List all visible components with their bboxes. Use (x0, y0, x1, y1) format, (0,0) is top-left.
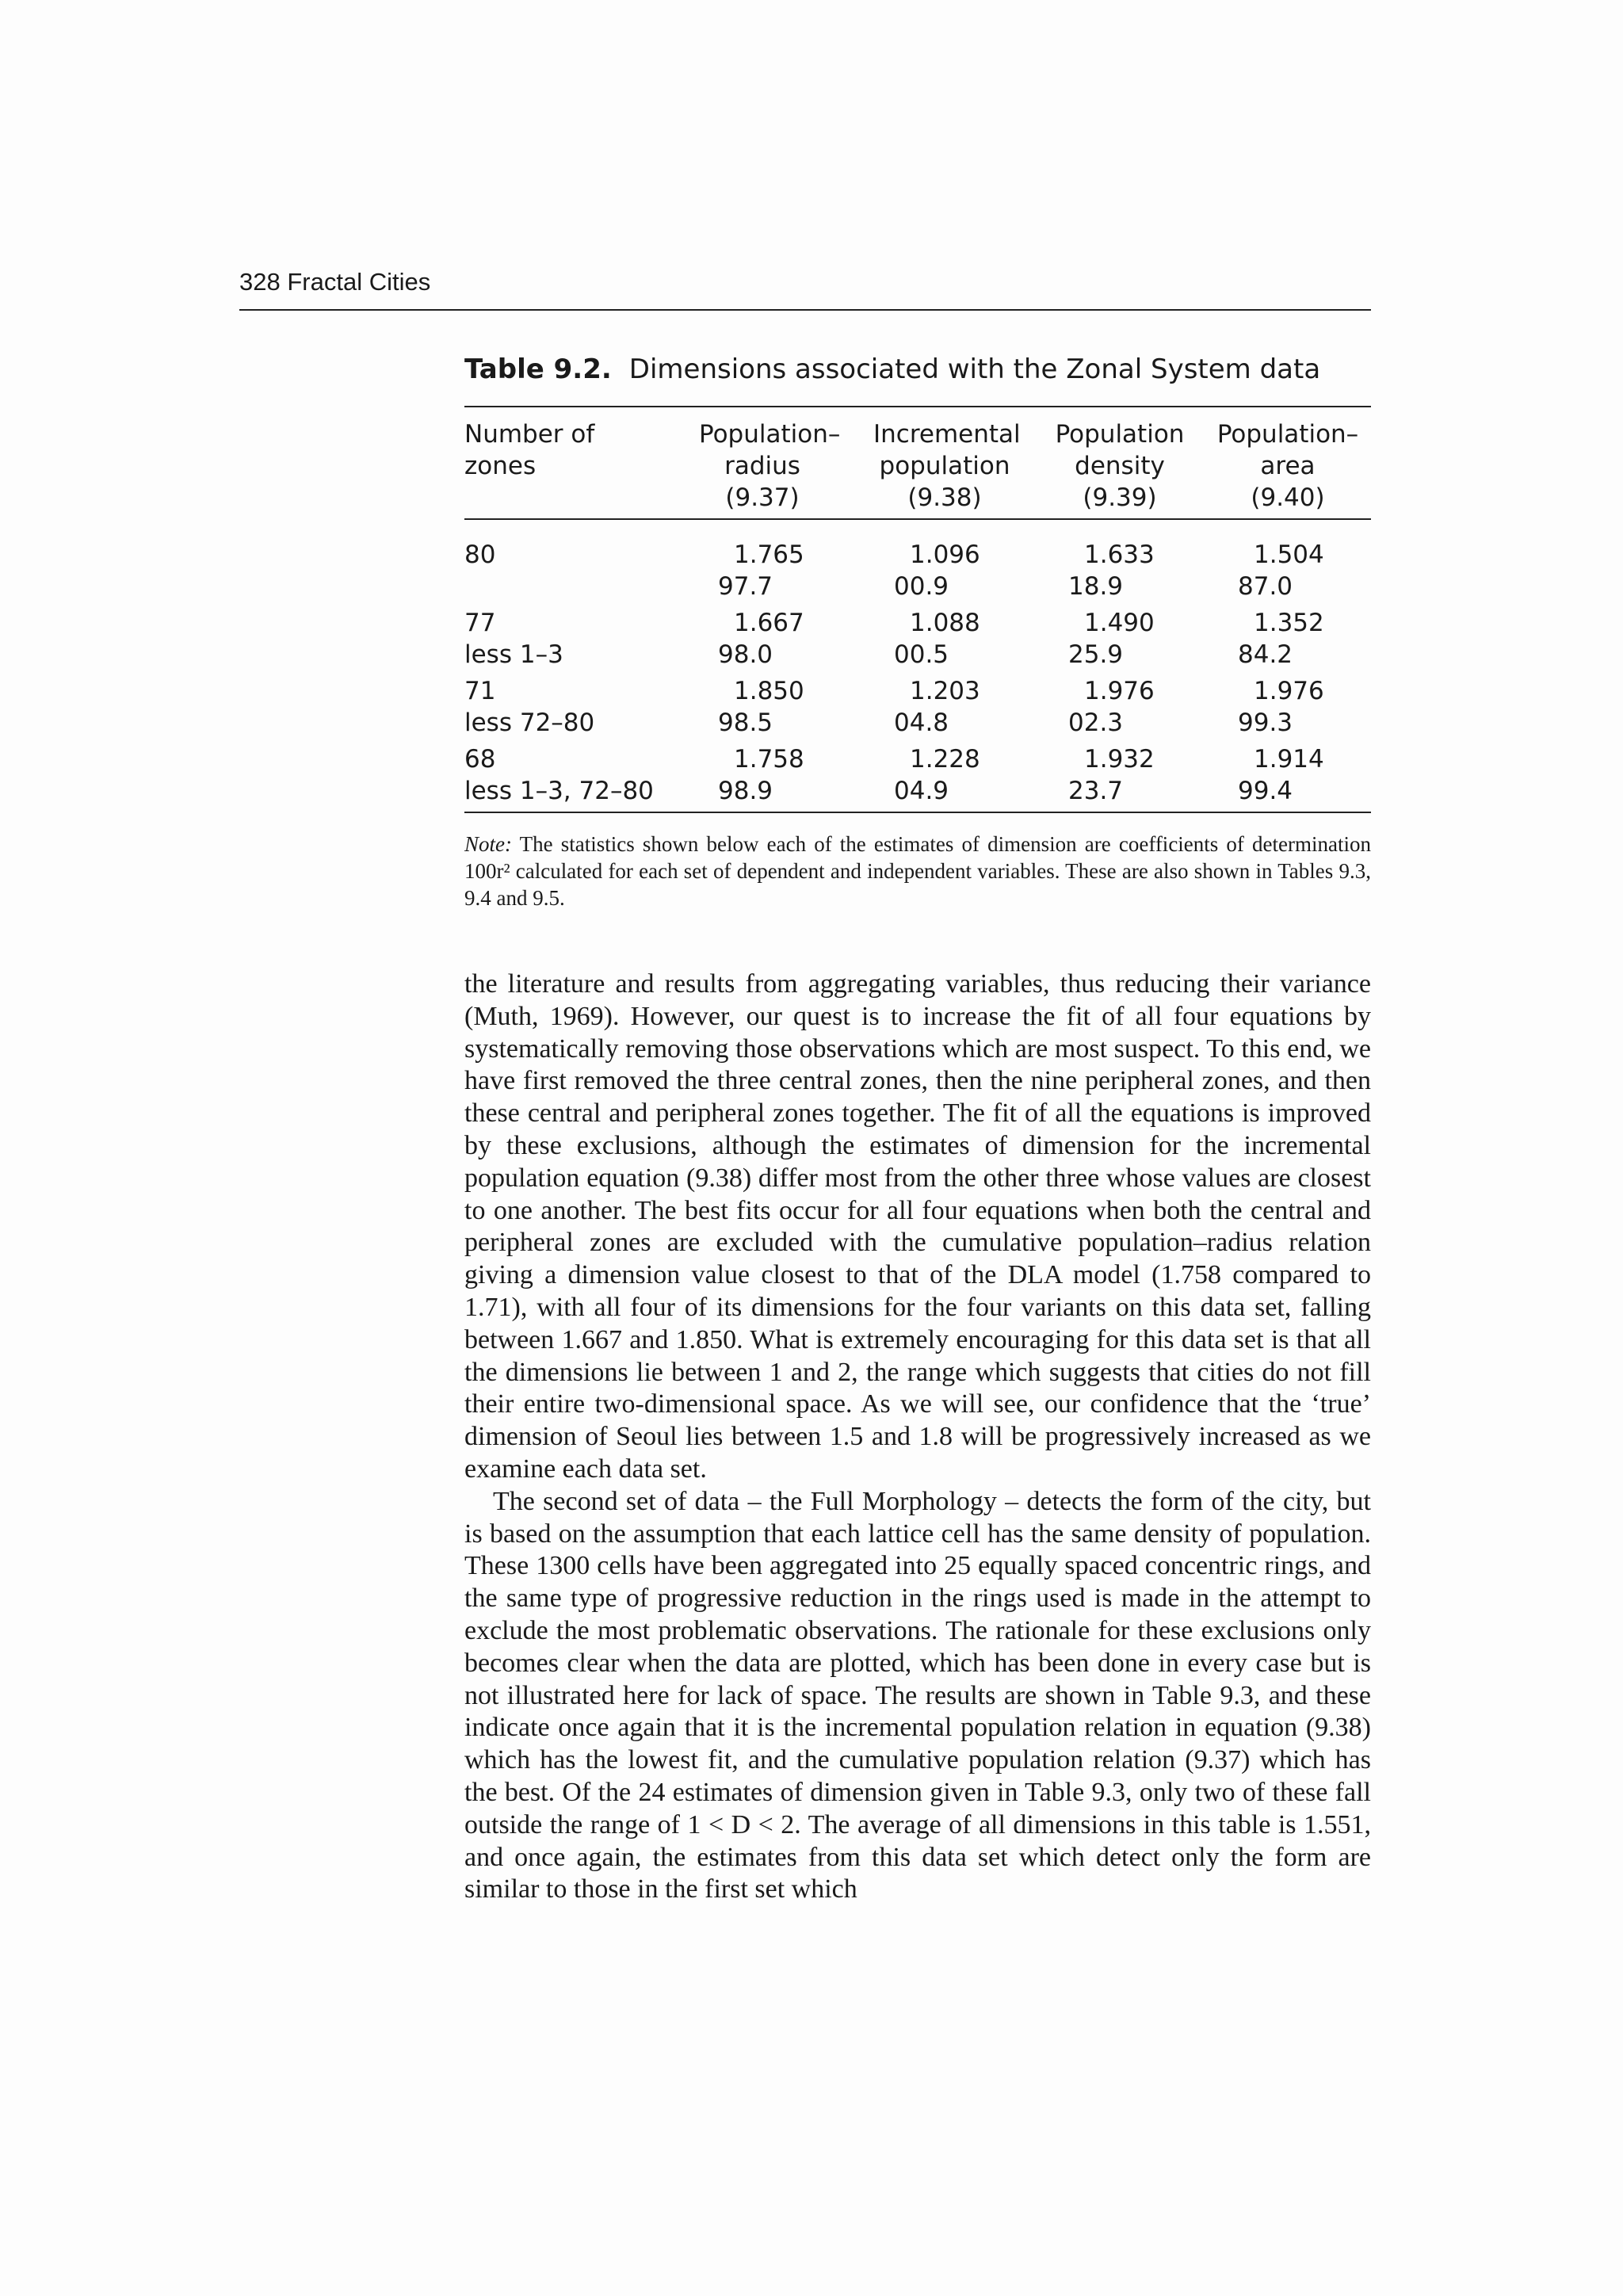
population-density-cell: 1.490 25.9 (1068, 609, 1155, 669)
note-text: The statistics shown below each of the estimates of dimension are coefficients of determination 100r² calculated for each set of dependent and independent variables. These are also shown in Tables 9.3, 9.4 and 9.5. (464, 832, 1371, 910)
incremental-population-cell: 1.203 04.8 (894, 677, 980, 737)
header-population-density: Population density (9.39) (1055, 420, 1185, 512)
population-area-cell: 1.504 87.0 (1238, 541, 1324, 601)
zones-cell: 68 less 1–3, 72–80 (464, 745, 654, 805)
note-label: Note: (464, 832, 512, 856)
incremental-population-cell: 1.088 00.5 (894, 609, 980, 669)
zones-cell: 71 less 72–80 (464, 677, 595, 737)
table-row (464, 743, 1371, 807)
paragraph: the literature and results from aggregating variables, thus reducing their variance (Muth, 1969). However, our quest is to increase the fit of all four equations by systematically removing those observations which are most suspect. To this end, we have first removed the three central zones, then the nine peripheral zones, and then these central and peripheral zones together. The fit of all the equations is improved by these exclusions, although the estimates of dimension for the incremental population equation (9.38) differ most from the other three whose values are closest to one another. The best fits occur for all four equations when both the central and peripheral zones are excluded with the cumulative population–radius relation giving a dimension value closest to that of the DLA model (1.758 compared to 1.71), with all four of its dimensions for the four variants on this data set, falling between 1.667 and 1.850. What is extremely encouraging for this data set is that all the dimensions lie between 1 and 2, the range which suggests that cities do not fill their entire two-dimensional space. As we will see, our confidence that the ‘true’ dimension of Seoul lies between 1.5 and 1.8 will be progressively increased as we examine each data set. (464, 969, 1371, 1484)
table-row (464, 675, 1371, 739)
header-rule (239, 309, 1371, 311)
table-top-rule (464, 406, 1371, 407)
header-population-radius: Population– radius (9.37) (699, 420, 841, 512)
population-radius-cell: 1.758 98.9 (718, 745, 804, 805)
incremental-population-cell: 1.096 00.9 (894, 541, 980, 601)
zones-cell: 80 (464, 541, 496, 569)
table-caption (464, 353, 1320, 385)
table-label: Table 9.2. (464, 353, 612, 385)
population-area-cell: 1.352 84.2 (1238, 609, 1324, 669)
table-header-rule (464, 518, 1371, 520)
header-number-of-zones: Number of zones (464, 420, 595, 480)
zones-cell: 77 less 1–3 (464, 609, 563, 669)
running-head: 328 Fractal Cities (239, 268, 431, 296)
population-radius-cell: 1.850 98.5 (718, 677, 804, 737)
table-row (464, 607, 1371, 670)
body-text (464, 968, 1371, 1906)
population-density-cell: 1.633 18.9 (1068, 541, 1155, 601)
population-radius-cell: 1.765 97.7 (718, 541, 804, 601)
incremental-population-cell: 1.228 04.9 (894, 745, 980, 805)
population-area-cell: 1.914 99.4 (1238, 745, 1324, 805)
header-incremental-population: Incremental population (9.38) (873, 420, 1021, 512)
table-caption-text: Dimensions associated with the Zonal System data (628, 353, 1321, 385)
population-density-cell: 1.932 23.7 (1068, 745, 1155, 805)
table-bottom-rule (464, 812, 1371, 813)
table-note (464, 831, 1371, 911)
population-radius-cell: 1.667 98.0 (718, 609, 804, 669)
population-area-cell: 1.976 99.3 (1238, 677, 1324, 737)
paragraph: The second set of data – the Full Morphology – detects the form of the city, but is based on the assumption that each lattice cell has the same density of population. These 1300 cells have been aggregated into 25 equally spaced concentric rings, and the same type of progressive reduction in the rings used is made in the attempt to exclude the most problematic observations. The rationale for these exclusions only becomes clear when the data are plotted, which has been done in every case but is not illustrated here for lack of space. The results are shown in Table 9.3, and these indicate once again that it is the incremental population relation in equation (9.38) which has the lowest fit, and the cumulative population relation (9.37) which has the best. Of the 24 estimates of dimension given in Table 9.3, only two of these fall outside the range of 1 < D < 2. The average of all dimensions in this table is 1.551, and once again, the estimates from this data set which detect only the form are similar to those in the first set which (464, 1486, 1371, 1904)
header-population-area: Population– area (9.40) (1216, 420, 1359, 512)
population-density-cell: 1.976 02.3 (1068, 677, 1155, 737)
table-row (464, 539, 1371, 602)
